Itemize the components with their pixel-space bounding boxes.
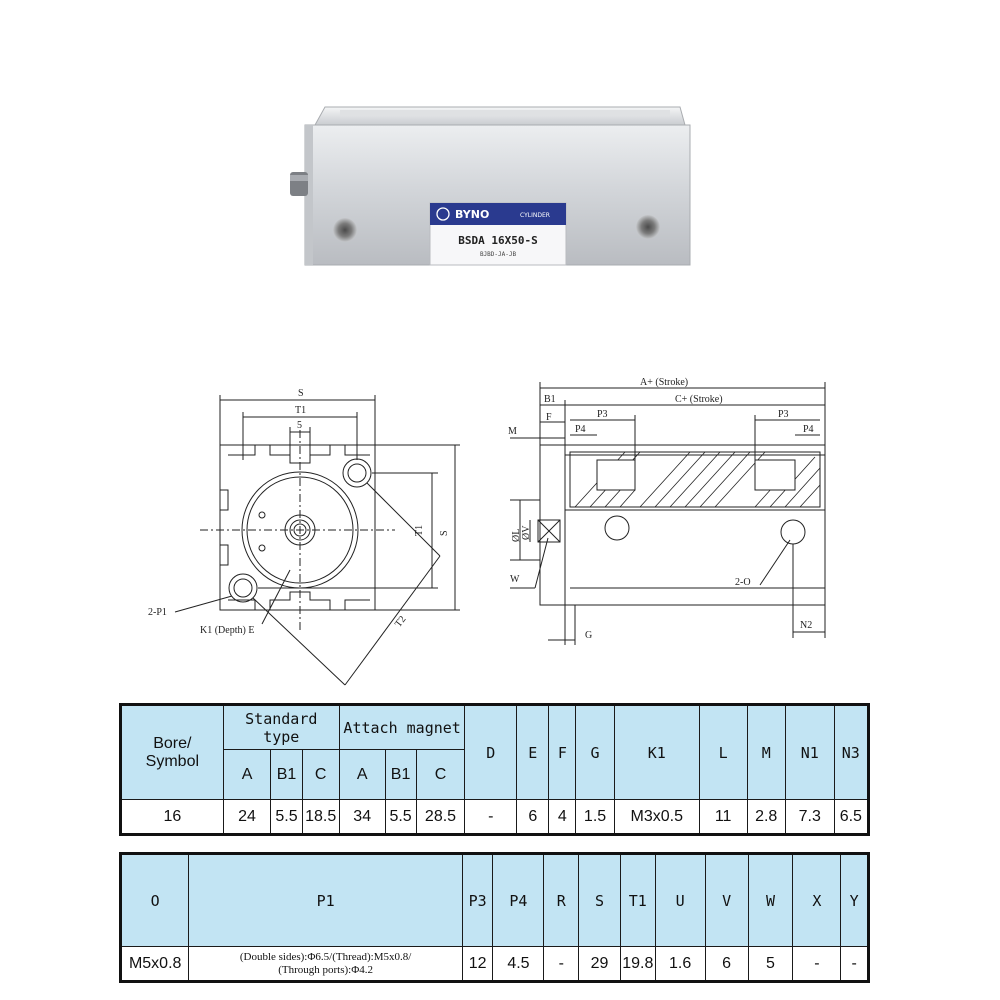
cell-n1: 7.3: [785, 800, 834, 835]
header-w: W: [748, 854, 793, 947]
cell-mag-a: 34: [339, 800, 385, 835]
cell-p3: 12: [462, 947, 493, 982]
side-dim-v: ØV: [521, 525, 532, 540]
front-dim-t1-top: T1: [295, 405, 307, 416]
cell-n3: 6.5: [834, 800, 868, 835]
header-t1: T1: [620, 854, 655, 947]
header-p3: P3: [462, 854, 493, 947]
table-row: [121, 800, 869, 835]
photo-brand: BYNO: [455, 208, 490, 221]
cell-w: 5: [748, 947, 793, 982]
photo-tag: CYLINDER: [520, 212, 550, 219]
front-dim-5: 5: [297, 420, 302, 431]
side-dim-g: G: [585, 630, 593, 641]
front-dim-t1-right: T1: [414, 524, 425, 536]
cell-k1: M3x0.5: [614, 800, 699, 835]
side-dim-m: M: [508, 426, 517, 437]
cell-mag-b1: 5.5: [385, 800, 416, 835]
header-y: Y: [841, 854, 869, 947]
cell-v: 6: [705, 947, 748, 982]
cell-std-b1: 5.5: [271, 800, 302, 835]
header-d: D: [465, 705, 517, 800]
photo-model: BSDA 16X50-S: [458, 234, 538, 247]
header-standard-type: Standard type: [223, 705, 339, 750]
side-dim-p3-left: P3: [597, 409, 608, 420]
side-dim-p3-right: P3: [778, 409, 789, 420]
header-o: O: [121, 854, 189, 947]
header-l: L: [699, 705, 747, 800]
subheader-std-a: A: [223, 750, 271, 800]
header-n3: N3: [834, 705, 868, 800]
subheader-mag-c: C: [416, 750, 465, 800]
dimension-table-1: [119, 703, 870, 836]
side-label-2o: 2-O: [735, 577, 751, 588]
header-e: E: [517, 705, 549, 800]
dimension-drawing: [0, 360, 1000, 700]
cell-o: M5x0.8: [121, 947, 189, 982]
cell-t1: 19.8: [620, 947, 655, 982]
cell-r: -: [544, 947, 579, 982]
header-n1: N1: [785, 705, 834, 800]
cell-l: 11: [699, 800, 747, 835]
side-dim-c-stroke: C+ (Stroke): [675, 394, 723, 405]
cell-bore: 16: [121, 800, 224, 835]
header-f: F: [549, 705, 576, 800]
side-dim-a-stroke: A+ (Stroke): [640, 377, 689, 388]
header-p4: P4: [493, 854, 544, 947]
side-dim-n2: N2: [800, 620, 813, 631]
front-label-k1: K1 (Depth) E: [200, 625, 255, 636]
header-s: S: [579, 854, 621, 947]
subheader-std-c: C: [302, 750, 339, 800]
header-k1: K1: [614, 705, 699, 800]
side-dim-l: ØL: [511, 528, 522, 542]
cell-d: -: [465, 800, 517, 835]
cell-x: -: [793, 947, 841, 982]
cell-std-a: 24: [223, 800, 271, 835]
subheader-mag-a: A: [339, 750, 385, 800]
table-row: [121, 947, 869, 982]
header-attach-magnet: Attach magnet: [339, 705, 465, 750]
front-label-2p1: 2-P1: [148, 607, 167, 618]
header-v: V: [705, 854, 748, 947]
cylinder-product-photo: [280, 95, 700, 295]
front-view: [175, 395, 460, 685]
side-dim-f: F: [546, 412, 552, 423]
cell-u: 1.6: [655, 947, 705, 982]
cell-p1: (Double sides):Φ6.5/(Thread):M5x0.8/ (Through ports):Φ4.2: [189, 947, 462, 982]
side-dim-b1: B1: [544, 394, 556, 405]
side-label-w: W: [510, 574, 520, 585]
cell-g: 1.5: [576, 800, 614, 835]
header-x: X: [793, 854, 841, 947]
cell-m: 2.8: [747, 800, 785, 835]
front-dim-s-top: S: [298, 388, 304, 399]
cell-y: -: [841, 947, 869, 982]
cell-e: 6: [517, 800, 549, 835]
dimension-table-2: [119, 852, 870, 983]
front-dim-s-right: S: [439, 530, 450, 536]
side-dim-p4-right: P4: [803, 424, 814, 435]
cell-s: 29: [579, 947, 621, 982]
cell-p4: 4.5: [493, 947, 544, 982]
header-u: U: [655, 854, 705, 947]
photo-submodel: BJBD-JA-JB: [479, 251, 517, 258]
header-g: G: [576, 705, 614, 800]
side-view: [510, 382, 825, 645]
front-dim-t2: T2: [392, 614, 409, 630]
subheader-std-b1: B1: [271, 750, 302, 800]
header-p1: P1: [189, 854, 462, 947]
header-r: R: [544, 854, 579, 947]
header-m: M: [747, 705, 785, 800]
cell-std-c: 18.5: [302, 800, 339, 835]
side-dim-p4-left: P4: [575, 424, 586, 435]
cell-mag-c: 28.5: [416, 800, 465, 835]
cell-f: 4: [549, 800, 576, 835]
subheader-mag-b1: B1: [385, 750, 416, 800]
header-bore-symbol: Bore/ Symbol: [121, 705, 224, 800]
